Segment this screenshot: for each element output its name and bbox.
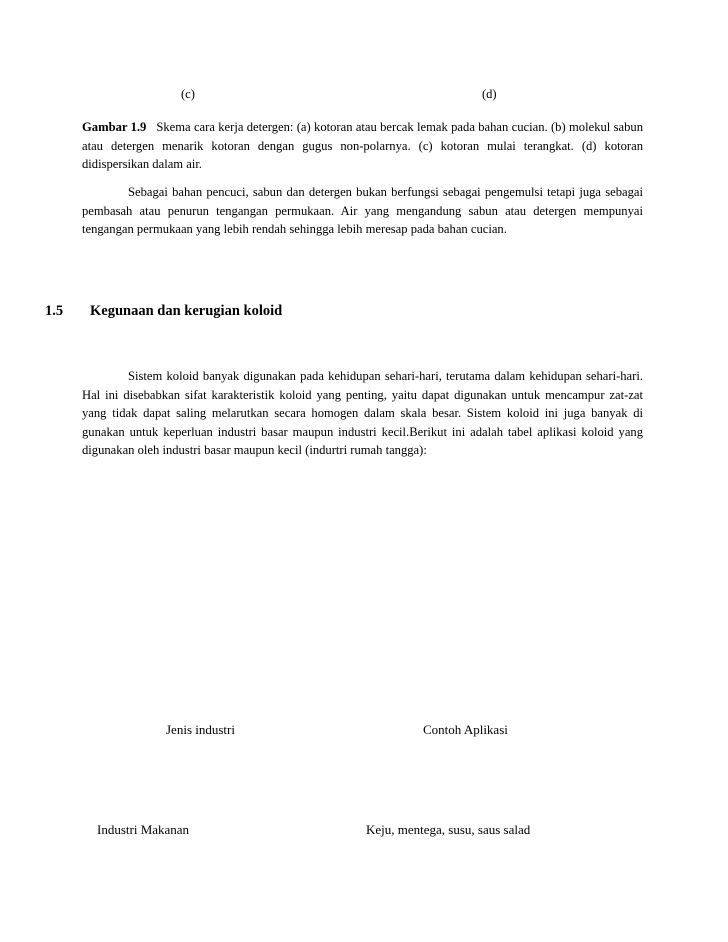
figure-caption-label: Gambar 1.9: [82, 120, 147, 134]
section-title: Kegunaan dan kerugian koloid: [90, 303, 283, 319]
section-number: 1.5: [45, 303, 64, 319]
figure-caption-text: Skema cara kerja detergen: (a) kotoran atau bercak lemak pada bahan cucian. (b) molekul sabun atau detergen menarik kotoran dengan gugus non-polarnya. (c) kotoran mulai terangkat. (d) kotoran didispersikan dalam air.: [82, 120, 643, 172]
figure-label-d: (d): [482, 87, 497, 101]
figure-label-c: (c): [181, 87, 195, 101]
paragraph-colloid-uses: Sistem koloid banyak digunakan pada kehidupan sehari-hari, terutama dalam kehidupan sehari-hari. Hal ini disebabkan sifat karakteristik koloid yang penting, yaitu dapat digunakan untuk mencampur zat-zat yang tidak dapat saling melarutkan secara homogen dalam skala besar. Sistem koloid ini juga banyak di gunakan untuk keperluan industri basar maupun industri kecil.Berikut ini adalah tabel aplikasi koloid yang digunakan oleh industri basar maupun kecil (indurtri rumah tangga):: [82, 369, 643, 458]
figure-caption: [82, 118, 643, 174]
table-header-industry-type: Jenis industri: [166, 722, 235, 737]
table-cell-application: Keju, mentega, susu, saus salad: [366, 822, 531, 837]
paragraph-detergent: Sebagai bahan pencuci, sabun dan detergen bukan berfungsi sebagai pengemulsi tetapi juga sebagai pembasah atau penurun tengangan permukaan. Air yang mengandung sabun atau detergen mempunyai tengangan permukaan yang lebih rendah sehingga lebih meresap pada bahan cucian.: [82, 185, 643, 237]
table-cell-industry: Industri Makanan: [97, 822, 190, 837]
table-header-application-example: Contoh Aplikasi: [423, 722, 508, 737]
